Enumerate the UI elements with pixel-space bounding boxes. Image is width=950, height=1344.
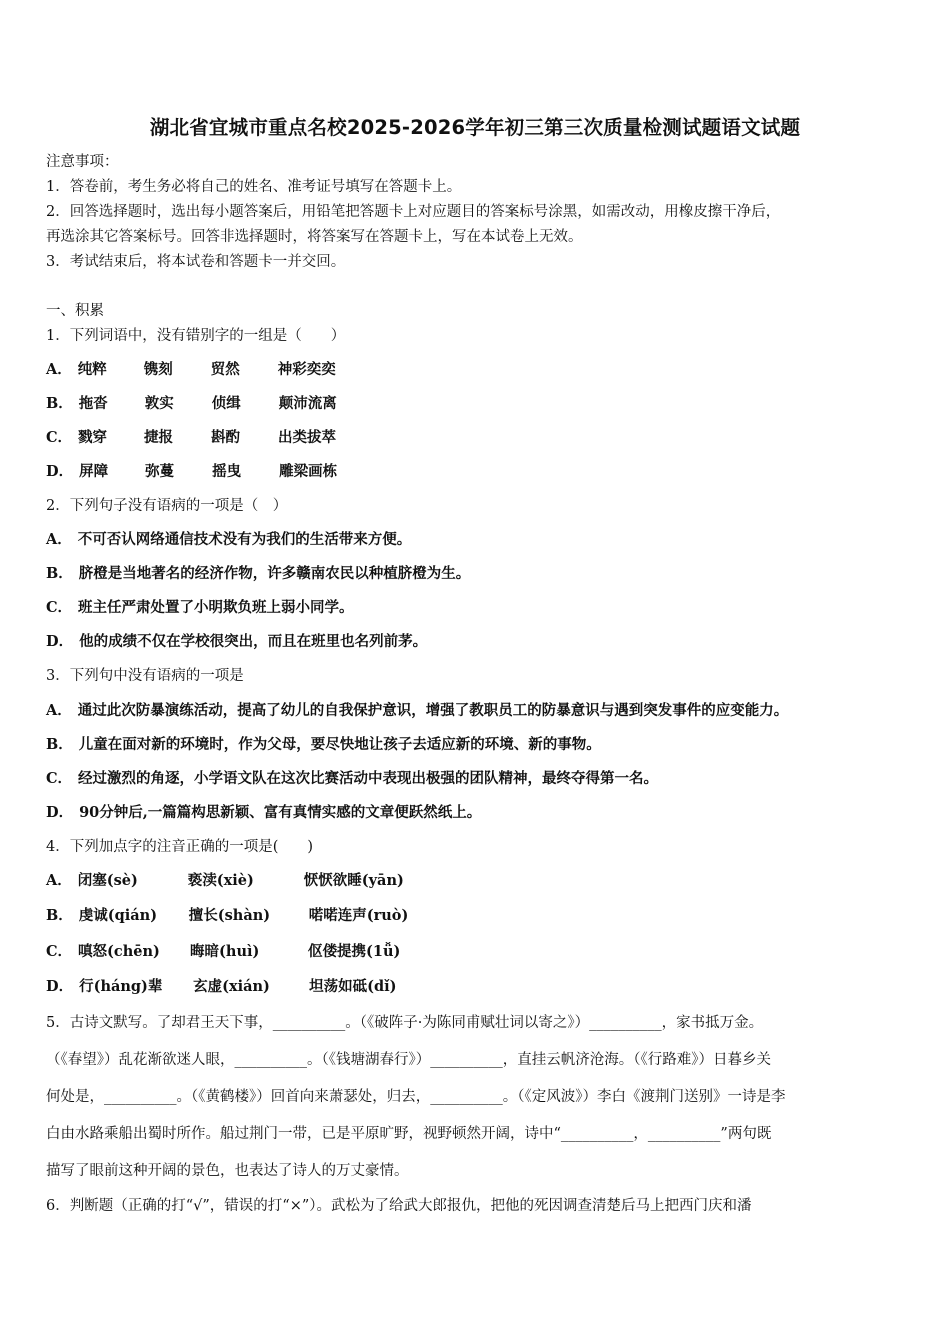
q4-option-c[interactable] [46, 942, 400, 962]
q1-option-a[interactable] [46, 360, 336, 380]
option-word: 弥蔓 [145, 463, 175, 480]
option-letter: C． [46, 599, 73, 616]
option-letter: B． [46, 395, 73, 412]
option-letter: A． [46, 361, 72, 378]
option-letter: A． [46, 702, 72, 719]
option-letter: C． [46, 429, 73, 446]
option-word: 侦缉 [211, 395, 241, 412]
option-letter: A． [46, 531, 72, 548]
option-item: 行(háng)辈 [79, 978, 163, 995]
option-word: 拖沓 [78, 395, 108, 412]
option-item: 亵渎(xiè) [187, 872, 254, 889]
option-word: 出类拔萃 [278, 429, 337, 446]
option-text: 经过激烈的角逐，小学语文队在这次比赛活动中表现出极强的团队精神，最终夺得第一名。 [78, 770, 659, 787]
section-heading: 一、积累 [46, 303, 104, 319]
option-word: 摇曳 [212, 463, 242, 480]
option-word: 纯粹 [77, 361, 107, 378]
option-word: 雕梁画栋 [279, 463, 338, 480]
option-letter: D． [46, 463, 74, 480]
option-letter: D． [46, 978, 74, 995]
notice-heading: 注意事项： [46, 154, 119, 170]
option-letter: C． [46, 943, 73, 960]
question-1-stem: 1．下列词语中，没有错别字的一组是（ ） [46, 328, 346, 344]
option-word: 敦实 [144, 395, 174, 412]
option-letter: D． [46, 633, 74, 650]
q3-option-a[interactable] [46, 701, 788, 721]
q4-option-b[interactable] [46, 906, 408, 926]
q2-option-d[interactable] [46, 632, 427, 652]
q2-option-c[interactable] [46, 598, 354, 618]
option-item: 喏喏连声(ruò) [308, 907, 409, 924]
notice-item: 2．回答选择题时，选出每小题答案后，用铅笔把答题卡上对应题目的答案标号涂黑，如需改动，用橡皮擦干净后， [46, 204, 781, 220]
q4-option-d[interactable] [46, 977, 396, 997]
option-text: 儿童在面对新的环境时，作为父母，要尽快地让孩子去适应新的环境、新的事物。 [78, 736, 601, 753]
option-item: 擅长(shàn) [188, 907, 271, 924]
option-item: 闭塞(sè) [77, 872, 138, 889]
option-word: 屏障 [79, 463, 109, 480]
question-5-line: 5．古诗文默写。了却君王天下事，__________。（《破阵子·为陈同甫赋壮词以寄之》）__________，家书抵万金。 [46, 1015, 764, 1031]
option-text: 班主任严肃处置了小明欺负班上弱小同学。 [78, 599, 354, 616]
q3-option-c[interactable] [46, 769, 658, 789]
q2-option-b[interactable] [46, 564, 470, 584]
option-item: 玄虚(xián) [193, 978, 270, 995]
option-letter: B． [46, 565, 73, 582]
q3-option-b[interactable] [46, 735, 601, 755]
question-3-stem: 3．下列句中没有语病的一项是 [46, 668, 244, 684]
page-title: 湖北省宜城市重点名校2025-2026学年初三第三次质量检测试题语文试题 [149, 116, 801, 139]
option-item: 虔诚(qián) [78, 907, 158, 924]
option-item: 坦荡如砥(dǐ) [309, 978, 397, 995]
option-item: 嗔怒(chēn) [78, 943, 160, 960]
question-6-stem: 6．判断题（正确的打“√”，错误的打“×”）。武松为了给武大郎报仇，把他的死因调查清楚后马上把西门庆和潘 [46, 1198, 752, 1214]
notice-item: 1．答卷前，考生务必将自己的姓名、准考证号填写在答题卡上。 [46, 179, 462, 195]
option-word: 颠沛流离 [278, 395, 337, 412]
q1-option-d[interactable] [46, 462, 337, 482]
option-letter: C． [46, 770, 73, 787]
q2-option-a[interactable] [46, 530, 411, 550]
option-letter: B． [46, 907, 73, 924]
question-5-line: 何处是，__________。（《黄鹤楼》）回首向来萧瑟处，归去，__________。（《定风波》）李白《渡荆门送别》一诗是李 [46, 1089, 786, 1105]
option-word: 镌刻 [143, 361, 173, 378]
option-text: 不可否认网络通信技术没有为我们的生活带来方便。 [77, 531, 412, 548]
question-5-line: 白由水路乘船出蜀时所作。船过荆门一带，已是平原旷野，视野顿然开阔，诗中“__________，__________”两句既 [46, 1126, 772, 1142]
option-word: 捷报 [144, 429, 174, 446]
option-text: 他的成绩不仅在学校很突出，而且在班里也名列前茅。 [79, 633, 428, 650]
option-letter: A． [46, 872, 72, 889]
option-item: 伛偻提携(1ǚ) [308, 943, 401, 960]
option-letter: D． [46, 804, 74, 821]
option-text: 90分钟后,一篇篇构思新颖、富有真情实感的文章便跃然纸上。 [79, 804, 482, 821]
option-text: 脐橙是当地著名的经济作物，许多赣南农民以种植脐橙为生。 [78, 565, 471, 582]
question-5-line: 描写了眼前这种开阔的景色，也表达了诗人的万丈豪情。 [46, 1163, 409, 1179]
question-2-stem: 2．下列句子没有语病的一项是（ ） [46, 498, 288, 514]
question-5-line: （《春望》）乱花渐欲迷人眼，__________。（《钱塘湖春行》）__________，直挂云帆济沧海。（《行路难》）日暮乡关 [46, 1052, 771, 1068]
option-text: 通过此次防暴演练活动，提高了幼儿的自我保护意识，增强了教职员工的防暴意识与遇到突发事件的应变能力。 [77, 702, 789, 719]
notice-item: 再选涂其它答案标号。回答非选择题时，将答案写在答题卡上，写在本试卷上无效。 [46, 229, 583, 245]
q1-option-b[interactable] [46, 394, 337, 414]
q3-option-d[interactable] [46, 803, 481, 823]
question-4-stem: 4．下列加点字的注音正确的一项是( ) [46, 839, 314, 855]
option-letter: B． [46, 736, 73, 753]
option-word: 贸然 [210, 361, 240, 378]
option-word: 神彩奕奕 [277, 361, 336, 378]
option-word: 戮穿 [78, 429, 108, 446]
option-item: 晦暗(huì) [190, 943, 260, 960]
q4-option-a[interactable] [46, 871, 404, 891]
option-item: 恹恹欲睡(yān) [303, 872, 404, 889]
option-word: 斟酌 [211, 429, 241, 446]
notice-item: 3．考试结束后，将本试卷和答题卡一并交回。 [46, 254, 346, 270]
q1-option-c[interactable] [46, 428, 336, 448]
